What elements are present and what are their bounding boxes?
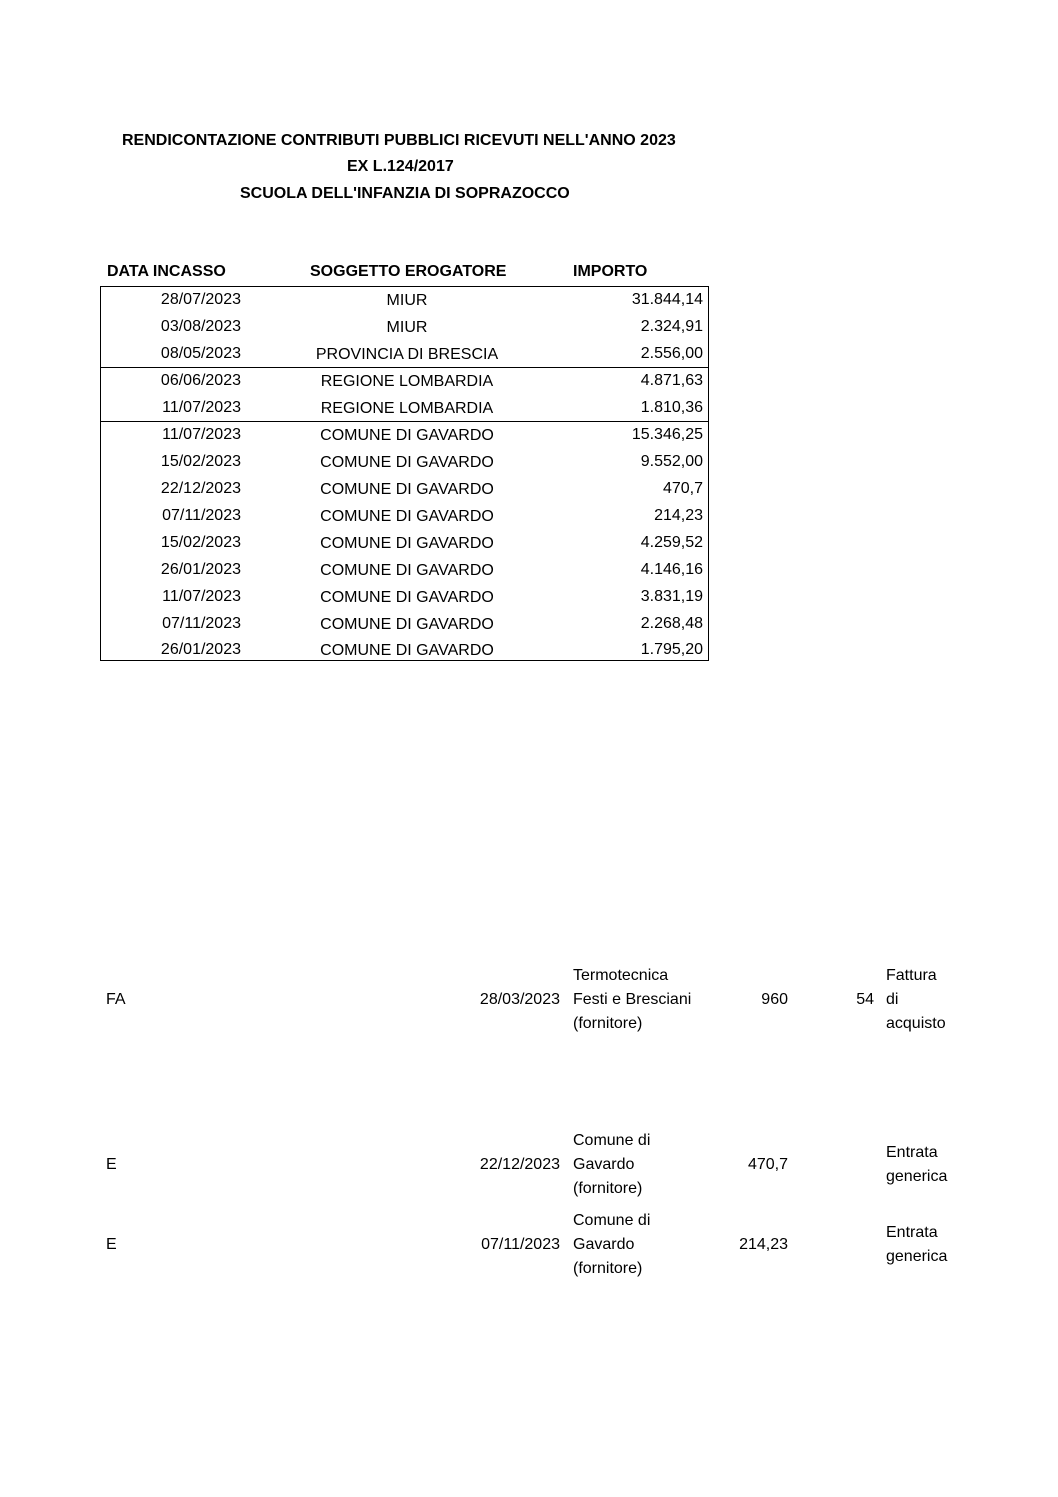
record-number: 54 [856,991,874,1008]
record-description-line: di [886,991,899,1008]
record-type: E [106,1156,117,1173]
row-subject: COMUNE DI GAVARDO [320,642,494,659]
row-amount: 470,7 [662,480,703,497]
row-amount: 214,23 [654,507,703,524]
table-row [101,637,708,664]
row-subject: REGIONE LOMBARDIA [320,373,494,390]
record-type: FA [106,991,126,1008]
contributions-table [100,286,709,661]
row-amount: 1.810,36 [640,399,703,416]
record-party-line: (fornitore) [573,1260,643,1277]
row-subject: MIUR [386,292,428,309]
title-line-2: EX L.124/2017 [347,158,454,175]
table-row [101,395,708,422]
row-subject: PROVINCIA DI BRESCIA [315,346,499,363]
record-amount: 470,7 [747,1156,788,1173]
record-party-line: (fornitore) [573,1015,643,1032]
header-subject: SOGGETTO EROGATORE [310,263,507,280]
row-date: 06/06/2023 [160,372,241,389]
row-date: 11/07/2023 [162,399,241,416]
row-amount: 2.268,48 [640,615,703,632]
title-line-3: SCUOLA DELL'INFANZIA DI SOPRAZOCCO [240,185,570,202]
table-row [101,449,708,476]
row-subject: COMUNE DI GAVARDO [320,508,494,525]
record-amount: 214,23 [739,1236,788,1253]
table-row [101,368,708,395]
row-date: 07/11/2023 [162,615,241,632]
row-subject: COMUNE DI GAVARDO [320,535,494,552]
row-amount: 2.556,00 [640,345,703,362]
record-party-line: Comune di [573,1132,651,1149]
header-date: DATA INCASSO [107,263,226,280]
row-date: 08/05/2023 [160,345,241,362]
table-row [101,530,708,557]
table-row [101,557,708,584]
table-row [101,341,708,368]
table-row [101,287,708,314]
table-row [101,611,708,638]
row-date: 03/08/2023 [160,318,241,335]
record-description-line: acquisto [886,1015,946,1032]
row-amount: 15.346,25 [631,426,703,443]
row-subject: COMUNE DI GAVARDO [320,454,494,471]
row-subject: REGIONE LOMBARDIA [320,400,494,417]
row-amount: 3.831,19 [640,588,703,605]
record-party-line: Termotecnica [573,967,669,984]
record-amount: 960 [761,991,788,1008]
row-subject: COMUNE DI GAVARDO [320,427,494,444]
record-date: 22/12/2023 [479,1156,560,1173]
row-subject: COMUNE DI GAVARDO [320,589,494,606]
table-row [101,503,708,530]
table-row [101,314,708,341]
record-date: 28/03/2023 [479,991,560,1008]
record-type: E [106,1236,117,1253]
row-subject: COMUNE DI GAVARDO [320,616,494,633]
row-subject: MIUR [386,319,428,336]
row-date: 11/07/2023 [162,588,241,605]
record-party-line: Festi e Bresciani [573,991,692,1008]
record-party-line: Gavardo [573,1156,635,1173]
row-subject: COMUNE DI GAVARDO [320,481,494,498]
row-subject: COMUNE DI GAVARDO [320,562,494,579]
row-date: 11/07/2023 [162,426,241,443]
row-date: 15/02/2023 [160,534,241,551]
record-date: 07/11/2023 [481,1236,560,1253]
row-date: 26/01/2023 [160,641,241,658]
row-date: 22/12/2023 [160,480,241,497]
title-line-1: RENDICONTAZIONE CONTRIBUTI PUBBLICI RICEVUTI NELL'ANNO 2023 [122,132,676,149]
record-party-line: Comune di [573,1212,651,1229]
row-date: 28/07/2023 [160,291,241,308]
row-amount: 2.324,91 [640,318,703,335]
row-amount: 4.146,16 [640,561,703,578]
record-description-line: Fattura [886,967,937,984]
record-description-line: generica [886,1248,948,1265]
table-row [101,422,708,449]
row-amount: 4.871,63 [640,372,703,389]
record-description-line: Entrata [886,1224,938,1241]
header-amount: IMPORTO [573,263,648,280]
row-amount: 31.844,14 [631,291,703,308]
group-separator [101,367,708,368]
row-date: 15/02/2023 [160,453,241,470]
row-amount: 9.552,00 [640,453,703,470]
table-row [101,584,708,611]
record-party-line: (fornitore) [573,1180,643,1197]
row-date: 07/11/2023 [162,507,241,524]
record-party-line: Gavardo [573,1236,635,1253]
row-amount: 1.795,20 [640,641,703,658]
group-separator [101,421,708,422]
record-description-line: generica [886,1168,948,1185]
row-date: 26/01/2023 [160,561,241,578]
record-description-line: Entrata [886,1144,938,1161]
row-amount: 4.259,52 [640,534,703,551]
table-row [101,476,708,503]
